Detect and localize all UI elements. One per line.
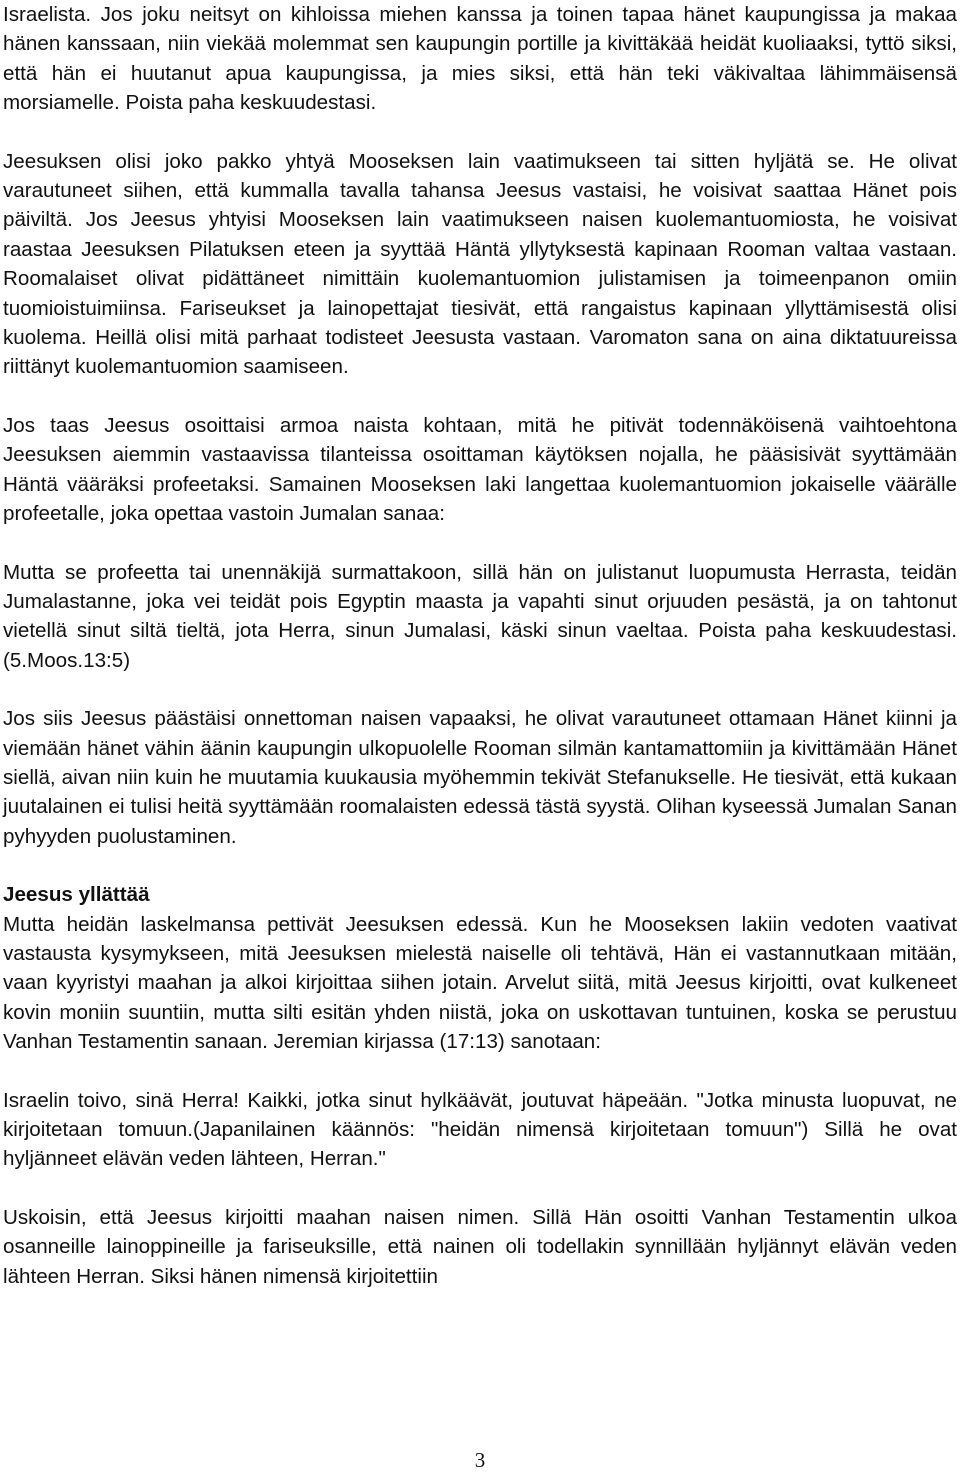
paragraph-israelista: Israelista. Jos joku neitsyt on kihloissa miehen kanssa ja toinen tapaa hänet kaupungissa ja makaa hänen kanssaan, niin viekää molemmat sen kaupungin portille ja kivittäkää heidät kuoliaaksi, tyttö siksi, että hän ei huutanut apua kaupungissa, ja mies siksi, että hän teki väkivaltaa lähimmäisensä morsiamelle. Poista paha keskuudestasi. — [3, 3, 957, 115]
paragraph-jos-taas: Jos taas Jeesus osoittaisi armoa naista kohtaan, mitä he pitivät todennäköisenä vaihtoehtona Jeesuksen aiemmin vastaavissa tilanteissa osoittaman käytöksen nojalla, he pääsisivät syyttämään Häntä vääräksi profeetaksi. Samainen Mooseksen laki langettaa kuolemantuomion jokaiselle väärälle profeetalle, joka opettaa vastoin Jumalan sanaa: — [3, 413, 957, 526]
paragraph-gap — [3, 1057, 957, 1086]
paragraph-gap — [3, 851, 957, 880]
paragraph-jeesuksen-olisi: Jeesuksen olisi joko pakko yhtyä Mooseksen lain vaatimukseen tai sitten hyljätä se. He olivat varautuneet siihen, että kummalla tavalla tahansa Jeesus vastaisi, he voisivat saattaa Hänet pois päiviltä. Jos Jeesus yhtyisi Mooseksen lain vaatimukseen naisen kuolemantuomiosta, he voisivat raastaa Jeesuksen Pilatuksen eteen ja syyttää Häntä yllytyksestä kapinaan Rooman valtaa vastaan. Roomalaiset olivat pidättäneet nimittäin kuolemantuomion julistamisen ja toimeenpanon omiin tuomioistuimiinsa. Fariseukset ja lainopettajat tiesivät, että rangaistus kapinaan yllyttämisestä olisi kuolema. Heillä olisi mitä parhaat todisteet Jeesusta vastaan. Varomaton sana on aina diktatuureissa riittänyt kuolemantuomion saamiseen. — [3, 149, 957, 379]
paragraph-quote-mooses: Mutta se profeetta tai unennäkijä surmattakoon, sillä hän on julistanut luopumusta Herrasta, teidän Jumalastanne, joka vei teidät pois Egyptin maasta ja vapahti sinut orjuuden pesästä, ja on tahtonut vietellä sinut siltä tieltä, jota Herra, sinun Jumalasi, käski sinun vaeltaa. Poista paha keskuudestasi. (5.Moos.13:5) — [3, 560, 957, 672]
paragraph-gap — [3, 118, 957, 147]
paragraph-gap — [3, 1174, 957, 1203]
section-heading: Jeesus yllättää — [3, 883, 150, 907]
document-page — [3, 0, 957, 1291]
paragraph-jos-siis: Jos siis Jeesus päästäisi onnettoman naisen vapaaksi, he olivat varautuneet ottamaan Hänet kiinni ja viemään hänet vähin äänin kaupungin ulkopuolelle Rooman silmän kantamattomiin ja kivittämään Hänet siellä, aivan niin kuin he muutamia kuukausia myöhemmin tekivät Stefanukselle. He tiesivät, että kukaan juutalainen ei tulisi heitä syyttämään roomalaisten edessä tästä syystä. Olihan kyseessä Jumalan Sanan pyhyyden puolustaminen. — [3, 707, 957, 848]
paragraph-uskoisin: Uskoisin, että Jeesus kirjoitti maahan naisen nimen. Sillä Hän osoitti Vanhan Testamentin ulkoa osanneille lainoppineille ja fariseuksille, että nainen oli todellakin synnillään hyljännyt elävän veden lähteen Herran. Siksi hänen nimensä kirjoitettiin — [3, 1205, 957, 1288]
paragraph-quote-jeremia: Israelin toivo, sinä Herra! Kaikki, jotka sinut hylkäävät, joutuvat häpeään. "Jotka minusta luopuvat, ne kirjoitetaan tomuun.(Japanilainen käännös: "heidän nimensä kirjoitetaan tomuun") Sillä he ovat hyljänneet elävän veden lähteen, Herran." — [3, 1088, 957, 1171]
paragraph-gap — [3, 675, 957, 704]
paragraph-mutta-heidan: Mutta heidän laskelmansa pettivät Jeesuksen edessä. Kun he Mooseksen lakiin vedoten vaativat vastausta kysymykseen, mitä Jeesuksen mielestä naiselle oli tehtävä, Hän ei vastannutkaan mitään, vaan kyyristyi maahan ja alkoi kirjoittaa siihen jotain. Arvelut siitä, mitä Jeesus kirjoitti, ovat kulkeneet kovin moniin suuntiin, mutta silti esitän yhden niistä, joka on uskottavan tuntuinen, koska se perustuu Vanhan Testamentin sanaan. Jeremian kirjassa (17:13) sanotaan: — [3, 912, 957, 1054]
page-number: 3 — [474, 1448, 486, 1472]
paragraph-gap — [3, 382, 957, 411]
paragraph-gap — [3, 529, 957, 558]
